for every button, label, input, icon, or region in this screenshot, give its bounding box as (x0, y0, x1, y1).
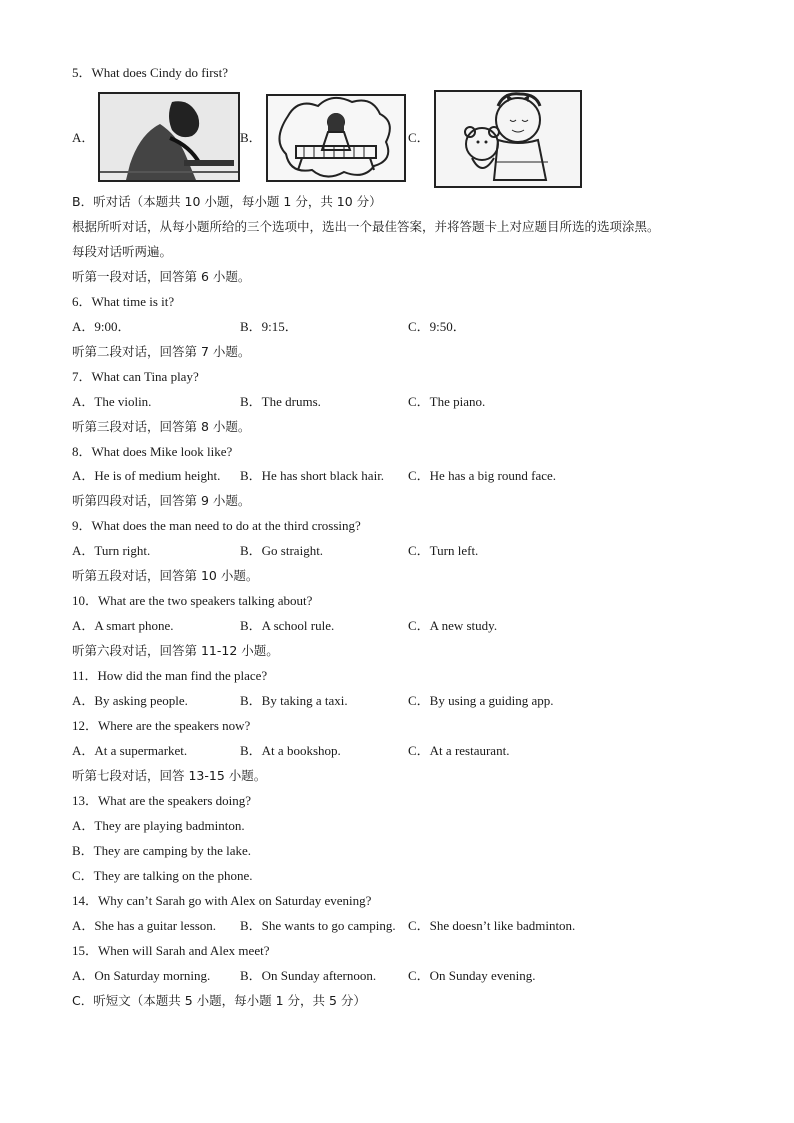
q5-label-c: C． (408, 130, 430, 145)
question-8-stem: 8．What does Mike look like? (72, 444, 233, 459)
q6-option-b: B．9:15． (240, 319, 298, 334)
q8-option-b: B．He has short black hair. (240, 468, 385, 483)
q5-picture-c-teddy (434, 90, 582, 188)
question-13-stem: 13．What are the speakers doing? (72, 793, 252, 808)
q13-option-b: B．They are camping by the lake. (72, 843, 252, 858)
teddy-bear-icon (436, 92, 580, 186)
q7-option-b: B．The drums. (240, 394, 321, 409)
section-b-instruction-1: 根据所听对话，从每小题所给的三个选项中，选出一个最佳答案，并将答题卡上对应题目所选的选项涂黑。 (72, 219, 660, 234)
question-6-stem: 6．What time is it? (72, 294, 175, 309)
question-14-stem: 14．Why can’t Sarah go with Alex on Saturday evening? (72, 893, 372, 908)
q6-option-c: C．9:50． (408, 319, 466, 334)
dialog-7-header: 听第七段对话，回答 13-15 小题。 (72, 768, 267, 783)
dialog-6-header: 听第六段对话，回答第 11-12 小题。 (72, 643, 279, 658)
q14-option-c: C．She doesn’t like badminton. (408, 918, 576, 933)
q8-option-c: C．He has a big round face. (408, 468, 557, 483)
question-7-stem: 7．What can Tina play? (72, 369, 199, 384)
q14-option-b: B．She wants to go camping. (240, 918, 396, 933)
q9-option-b: B．Go straight. (240, 543, 324, 558)
q5-picture-a-writing (98, 92, 240, 182)
q15-option-b: B．On Sunday afternoon. (240, 968, 377, 983)
dialog-5-header: 听第五段对话，回答第 10 小题。 (72, 568, 259, 583)
girl-keyboard-icon (268, 96, 404, 180)
section-c-header: C．听短文（本题共 5 小题，每小题 1 分，共 5 分） (72, 993, 366, 1008)
question-10-stem: 10．What are the two speakers talking about? (72, 593, 313, 608)
q12-option-c: C．At a restaurant. (408, 743, 510, 758)
dialog-2-header: 听第二段对话，回答第 7 小题。 (72, 344, 251, 359)
q6-option-a: A．9:00． (72, 319, 131, 334)
q9-option-a: A．Turn right. (72, 543, 151, 558)
dialog-1-header: 听第一段对话，回答第 6 小题。 (72, 269, 251, 284)
q15-option-c: C．On Sunday evening. (408, 968, 536, 983)
question-9-stem: 9．What does the man need to do at the third crossing? (72, 518, 361, 533)
q10-option-c: C．A new study. (408, 618, 498, 633)
q11-option-b: B．By taking a taxi. (240, 693, 348, 708)
dialog-4-header: 听第四段对话，回答第 9 小题。 (72, 493, 251, 508)
q10-option-a: A．A smart phone. (72, 618, 174, 633)
question-11-stem: 11．How did the man find the place? (72, 668, 268, 683)
q10-option-b: B．A school rule. (240, 618, 335, 633)
question-5-stem: 5．What does Cindy do first? (72, 65, 228, 80)
section-b-instruction-2: 每段对话听两遍。 (72, 244, 173, 259)
question-15-stem: 15．When will Sarah and Alex meet? (72, 943, 270, 958)
section-b-header: B．听对话（本题共 10 小题，每小题 1 分，共 10 分） (72, 194, 382, 209)
q15-option-a: A．On Saturday morning. (72, 968, 211, 983)
q5-label-a: A． (72, 130, 95, 145)
q5-label-b: B． (240, 130, 262, 145)
q12-option-a: A．At a supermarket. (72, 743, 188, 758)
q9-option-c: C．Turn left. (408, 543, 479, 558)
q5-picture-b-keyboard (266, 94, 406, 182)
q7-option-a: A．The violin. (72, 394, 152, 409)
q14-option-a: A．She has a guitar lesson. (72, 918, 217, 933)
q11-option-a: A．By asking people. (72, 693, 188, 708)
q13-option-c: C．They are talking on the phone. (72, 868, 253, 883)
question-12-stem: 12．Where are the speakers now? (72, 718, 251, 733)
person-writing-icon (100, 94, 238, 180)
q12-option-b: B．At a bookshop. (240, 743, 341, 758)
q7-option-c: C．The piano. (408, 394, 486, 409)
q11-option-c: C．By using a guiding app. (408, 693, 554, 708)
dialog-3-header: 听第三段对话，回答第 8 小题。 (72, 419, 251, 434)
q13-option-a: A．They are playing badminton. (72, 818, 245, 833)
q8-option-a: A．He is of medium height. (72, 468, 221, 483)
